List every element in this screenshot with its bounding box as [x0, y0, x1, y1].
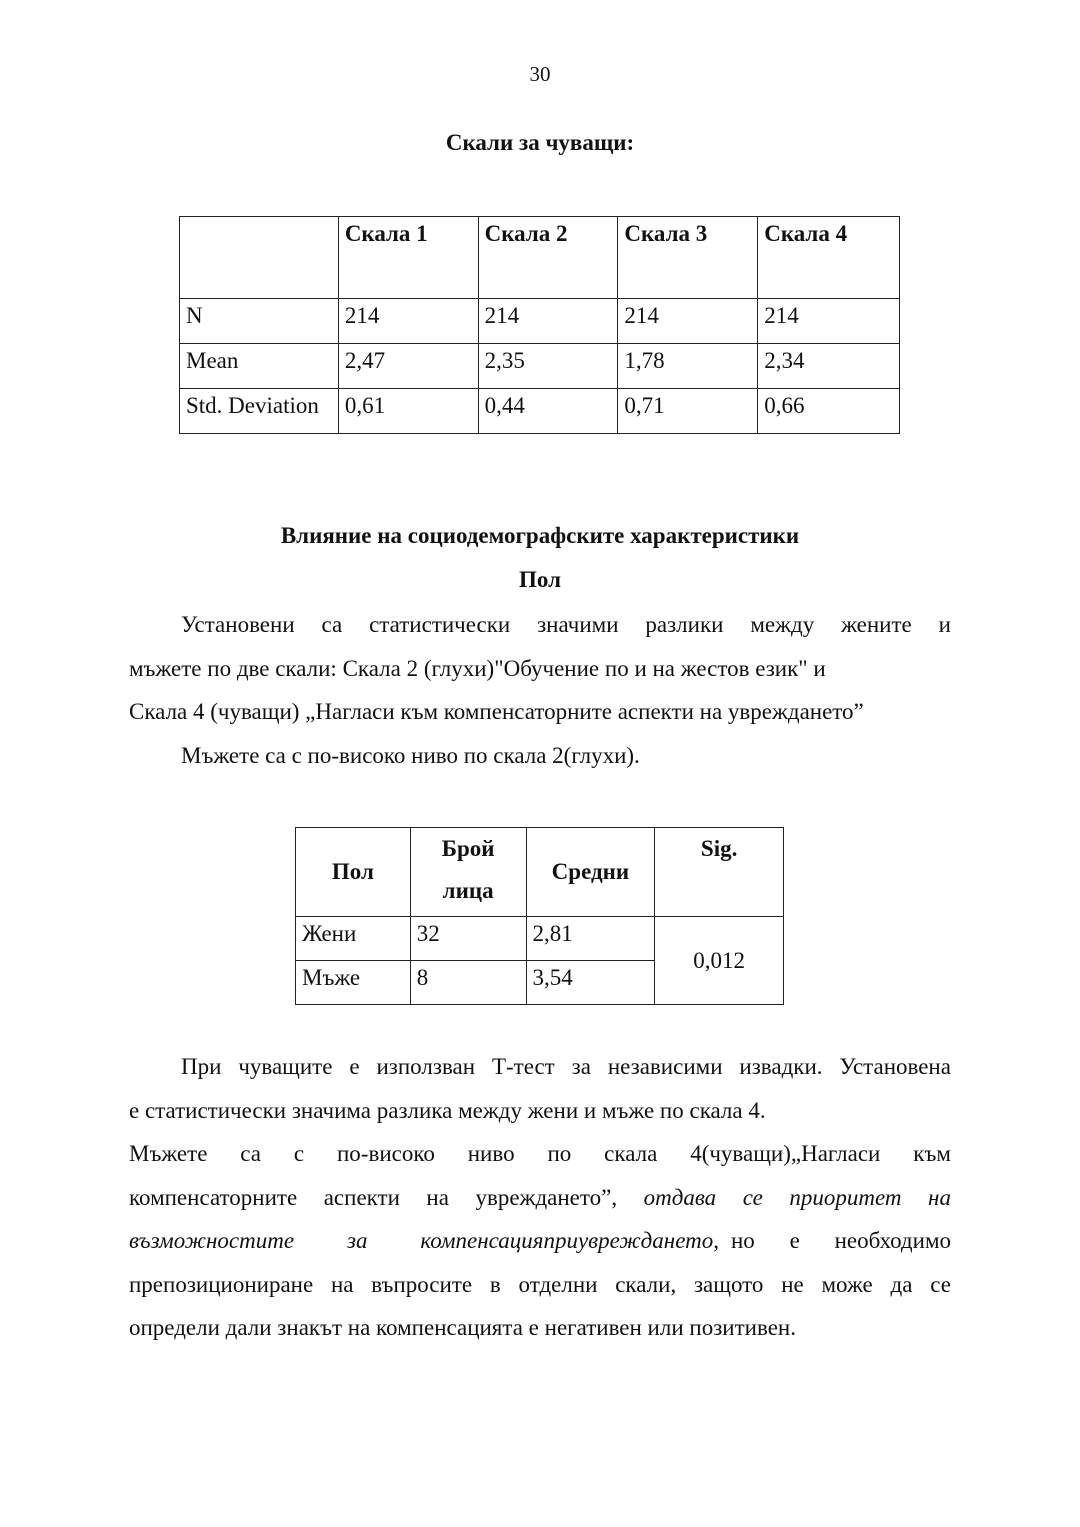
word: скали,	[615, 1271, 677, 1297]
paragraph-t-test	[129, 1045, 951, 1350]
word: по-високо	[337, 1141, 435, 1166]
word: Установена	[839, 1054, 951, 1079]
word: независими	[607, 1054, 723, 1079]
word: на	[426, 1184, 449, 1210]
italic-word: приоритет	[789, 1184, 902, 1210]
word: При	[181, 1054, 222, 1079]
word: чуващите	[238, 1054, 333, 1079]
word: по	[547, 1141, 572, 1166]
word: въпросите	[371, 1271, 473, 1297]
word: компенсаторните	[129, 1184, 298, 1210]
word: аспекти	[323, 1184, 400, 1210]
section-title-sociodemographic: Влияние на социодемографските характеристики	[280, 523, 800, 548]
paragraph-line: определи дали знакът на компенсацията е негативен или позитивен.	[129, 1315, 796, 1340]
table-header-gender: Пол	[296, 828, 411, 917]
word: да	[890, 1271, 913, 1297]
word: може	[821, 1271, 873, 1297]
table-cell: 0,61	[338, 389, 478, 434]
word: жените	[841, 612, 912, 637]
table-cell: 214	[338, 299, 478, 344]
table-header-cell	[180, 217, 339, 299]
word: но	[731, 1228, 755, 1253]
table-header-cell: Скала 2	[478, 217, 618, 299]
table-cell: 214	[758, 299, 900, 344]
hearing-scales-table	[179, 216, 900, 434]
word: е	[349, 1054, 360, 1079]
table-header-count	[410, 828, 526, 917]
word: увреждането”,	[475, 1184, 618, 1210]
table-cell: 1,78	[618, 344, 758, 389]
paragraph-line	[129, 603, 951, 647]
line-tail	[731, 1219, 951, 1263]
word: между	[750, 612, 815, 637]
italic-word: на	[928, 1184, 951, 1210]
word: не	[781, 1271, 804, 1297]
table-cell: Std. Deviation	[180, 389, 339, 434]
table-cell: 2,34	[758, 344, 900, 389]
table-cell: N	[180, 299, 339, 344]
word: извадки.	[739, 1054, 823, 1079]
italic-phrase-wrap	[129, 1219, 719, 1263]
table-header-row	[296, 828, 784, 917]
paragraph-line	[129, 1132, 951, 1176]
table-cell: 0,71	[618, 389, 758, 434]
table-header-count-line1: Брой	[441, 836, 495, 861]
italic-word: за	[346, 1228, 368, 1253]
italic-word: компенсацияприувреждането	[420, 1228, 714, 1253]
word: на	[330, 1271, 354, 1297]
gender-comparison-table	[295, 827, 784, 1005]
word: необходимо	[834, 1228, 951, 1253]
table-cell: 214	[478, 299, 618, 344]
word: за	[571, 1054, 591, 1079]
table-row	[296, 917, 784, 961]
word: разлики	[645, 612, 724, 637]
word: защото	[693, 1271, 764, 1297]
word: Мъжете	[129, 1141, 208, 1166]
paragraph-gender-differences	[129, 603, 951, 777]
comma: ,	[713, 1228, 719, 1253]
page-number: 30	[529, 62, 551, 86]
italic-word: възможностите	[129, 1228, 295, 1253]
table-cell-sig: 0,012	[655, 917, 784, 1005]
word: ниво	[467, 1141, 515, 1166]
word: Установени	[181, 612, 295, 637]
word: статистически	[369, 612, 511, 637]
table-cell: 0,66	[758, 389, 900, 434]
table-cell: 2,47	[338, 344, 478, 389]
word: в	[489, 1271, 501, 1297]
word: значими	[537, 612, 619, 637]
paragraph-line: Скала 4 (чуващи) „Нагласи към компенсаторните аспекти на увреждането”	[129, 699, 864, 724]
table-header-row	[180, 217, 900, 299]
italic-word: отдава	[643, 1184, 717, 1210]
table-header-cell: Скала 3	[618, 217, 758, 299]
table-header-mean: Средни	[526, 828, 655, 917]
italic-word: се	[742, 1184, 763, 1210]
paragraph-men-higher-deaf: Мъжете са с по-високо ниво по скала 2(глухи).	[181, 742, 640, 768]
table-cell-mean: 3,54	[526, 961, 655, 1005]
paragraph-line	[129, 1045, 951, 1089]
paragraph-line: мъжете по две скали: Скала 2 (глухи)"Обучение по и на жестов език" и	[129, 655, 826, 681]
table-row	[180, 299, 900, 344]
word: 4(чуващи)„Нагласи	[690, 1141, 881, 1166]
italic-word-with-comma	[420, 1219, 719, 1263]
word: отделни	[518, 1271, 598, 1297]
paragraph-line: е статистически значима разлика между жени и мъже по скала 4.	[129, 1097, 766, 1123]
table-header-cell: Скала 4	[758, 217, 900, 299]
word: и	[938, 612, 951, 637]
word: са	[321, 612, 343, 637]
table-cell-count: 32	[410, 917, 526, 961]
word: с	[293, 1141, 305, 1166]
word: препозициониране	[129, 1271, 314, 1297]
paragraph-line	[129, 1219, 951, 1263]
paragraph-line	[129, 1176, 951, 1220]
table-row	[180, 344, 900, 389]
word: скала	[604, 1141, 658, 1166]
word: към	[913, 1141, 951, 1166]
table-cell-gender: Мъже	[296, 961, 411, 1005]
section-subtitle-gender: Пол	[519, 567, 561, 592]
table-row	[180, 389, 900, 434]
table-header-cell: Скала 1	[338, 217, 478, 299]
table-cell: Mean	[180, 344, 339, 389]
section-title-hearing-scales: Скали за чуващи:	[445, 130, 635, 155]
word: Т-тест	[491, 1054, 555, 1079]
word: е	[789, 1228, 800, 1253]
table-header-count-line2: лица	[442, 878, 494, 903]
table-header-sig: Sig.	[655, 828, 784, 917]
paragraph-line	[129, 1263, 951, 1307]
word: се	[930, 1271, 951, 1297]
table-cell: 0,44	[478, 389, 618, 434]
table-cell: 2,35	[478, 344, 618, 389]
table-cell-mean: 2,81	[526, 917, 655, 961]
word: използван	[376, 1054, 476, 1079]
word: са	[240, 1141, 261, 1166]
table-cell: 214	[618, 299, 758, 344]
table-cell-gender: Жени	[296, 917, 411, 961]
table-cell-count: 8	[410, 961, 526, 1005]
